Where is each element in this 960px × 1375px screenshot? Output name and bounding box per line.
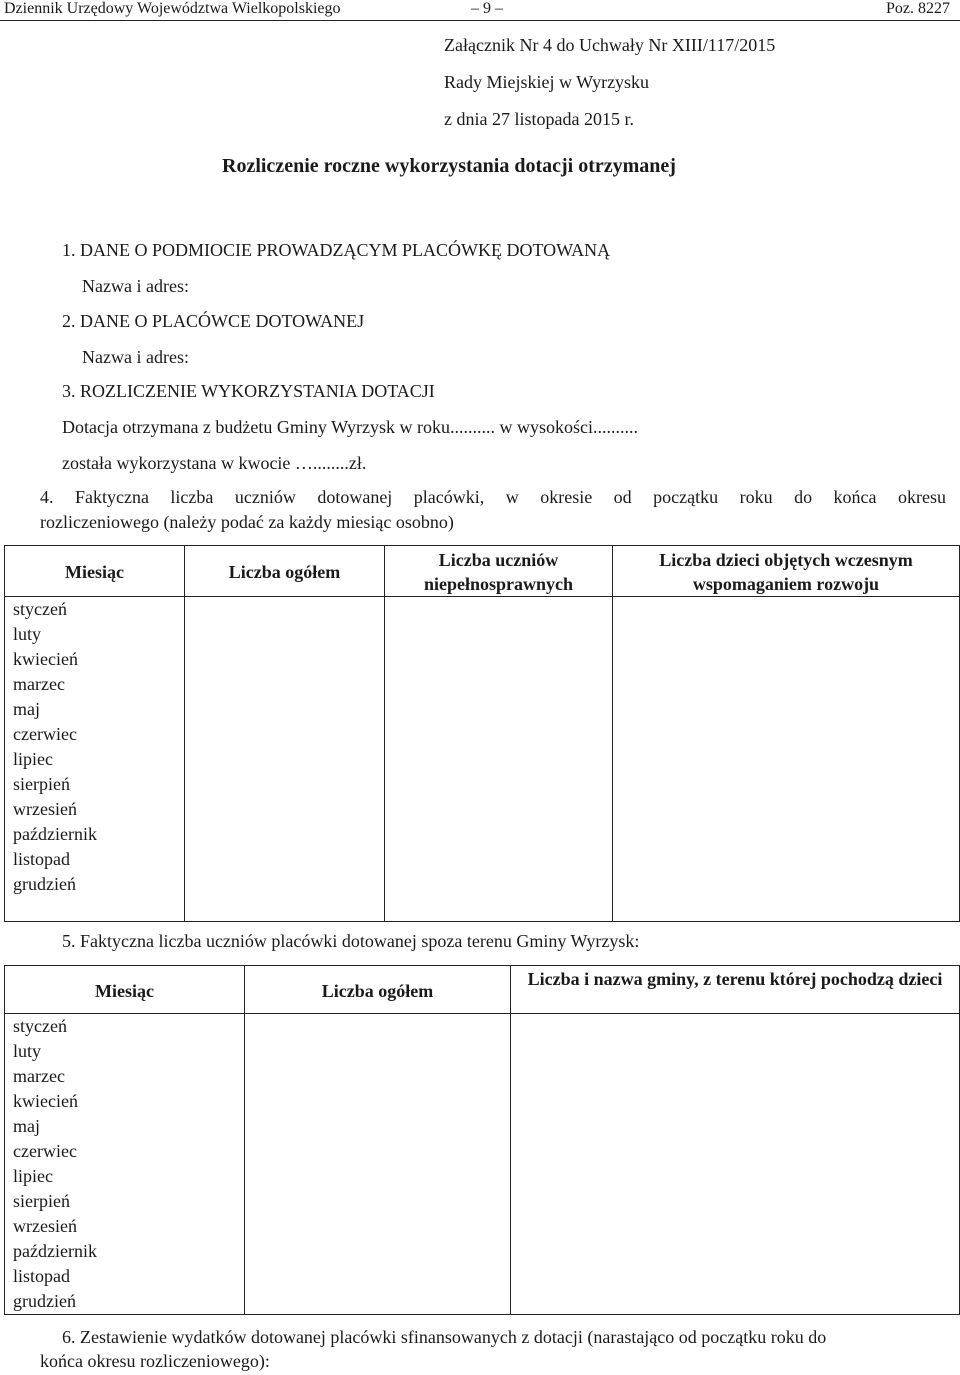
annex-line-1: Załącznik Nr 4 do Uchwały Nr XIII/117/2015 xyxy=(444,35,776,55)
month-label: grudzień xyxy=(13,874,76,894)
section6-line-1: 6. Zestawienie wydatków dotowanej placówki sfinansowanych z dotacji (narastająco od początku roku do xyxy=(62,1327,827,1347)
outside-students-table xyxy=(4,965,960,1315)
month-label: czerwiec xyxy=(13,1141,77,1161)
document-title: Rozliczenie roczne wykorzystania dotacji otrzymanej xyxy=(222,155,676,177)
month-label: październik xyxy=(13,824,97,844)
month-label: maj xyxy=(13,1116,40,1136)
month-label: maj xyxy=(13,699,40,719)
section2-name-label: Nazwa i adres: xyxy=(82,347,189,367)
section6-line-2: końca okresu rozliczeniowego): xyxy=(40,1351,270,1371)
month-label: styczeń xyxy=(13,1016,67,1036)
municipality-entry-cell[interactable] xyxy=(511,1014,960,1315)
month-label: listopad xyxy=(13,849,70,869)
month-label: styczeń xyxy=(13,599,67,619)
month-label: wrzesień xyxy=(13,1216,77,1236)
col-header-total: Liczba ogółem xyxy=(185,546,385,597)
section1-name-label: Nazwa i adres: xyxy=(82,276,189,296)
early-support-entry-cell[interactable] xyxy=(613,597,960,922)
month-label: luty xyxy=(13,624,42,644)
total-entry-cell[interactable] xyxy=(245,1014,511,1315)
total-entry-cell[interactable] xyxy=(185,597,385,922)
section4-intro-line-2: rozliczeniowego (należy podać za każdy miesiąc osobno) xyxy=(40,512,454,532)
section4-intro-line-1: 4. Faktyczna liczba uczniów dotowanej placówki, w okresie od początku roku do końca okresu xyxy=(40,487,946,507)
section2-heading: 2. DANE O PLACÓWCE DOTOWANEJ xyxy=(62,311,365,331)
month-label: kwiecień xyxy=(13,1091,78,1111)
month-label: lipiec xyxy=(13,1166,53,1186)
col-header-month: Miesiąc xyxy=(5,966,245,1014)
section3-used-line: została wykorzystana w kwocie …........zł. xyxy=(62,453,367,473)
journal-name: Dziennik Urzędowy Województwa Wielkopolskiego xyxy=(4,0,341,17)
section3-heading: 3. ROZLICZENIE WYKORZYSTANIA DOTACJI xyxy=(62,381,435,401)
col-header-municipality: Liczba i nazwa gminy, z terenu której pochodzą dzieci xyxy=(511,966,960,1014)
col-header-disabled: Liczba uczniów niepełnosprawnych xyxy=(385,546,613,597)
header-divider xyxy=(0,20,960,21)
months-cell xyxy=(5,597,185,922)
disabled-entry-cell[interactable] xyxy=(385,597,613,922)
page-number: – 9 – xyxy=(471,0,503,17)
section3-grant-line: Dotacja otrzymana z budżetu Gminy Wyrzysk w roku.......... w wysokości.......... xyxy=(62,417,638,437)
students-table xyxy=(4,545,960,922)
month-label: listopad xyxy=(13,1266,70,1286)
col-header-total: Liczba ogółem xyxy=(245,966,511,1014)
month-label: luty xyxy=(13,1041,42,1061)
position-number: Poz. 8227 xyxy=(886,0,950,17)
month-label: sierpień xyxy=(13,1191,70,1211)
month-label: październik xyxy=(13,1241,97,1261)
month-label: lipiec xyxy=(13,749,53,769)
col-header-early-support: Liczba dzieci objętych wczesnym wspomaganiem rozwoju xyxy=(613,546,960,597)
months-cell xyxy=(5,1014,245,1315)
section5-heading: 5. Faktyczna liczba uczniów placówki dotowanej spoza terenu Gminy Wyrzysk: xyxy=(62,931,640,951)
month-label: marzec xyxy=(13,1066,65,1086)
month-label: wrzesień xyxy=(13,799,77,819)
month-label: kwiecień xyxy=(13,649,78,669)
month-label: czerwiec xyxy=(13,724,77,744)
annex-line-3: z dnia 27 listopada 2015 r. xyxy=(444,109,634,129)
month-label: sierpień xyxy=(13,774,70,794)
month-label: grudzień xyxy=(13,1291,76,1311)
col-header-month: Miesiąc xyxy=(5,546,185,597)
annex-line-2: Rady Miejskiej w Wyrzysku xyxy=(444,72,650,92)
month-label: marzec xyxy=(13,674,65,694)
section1-heading: 1. DANE O PODMIOCIE PROWADZĄCYM PLACÓWKĘ DOTOWANĄ xyxy=(62,240,611,260)
